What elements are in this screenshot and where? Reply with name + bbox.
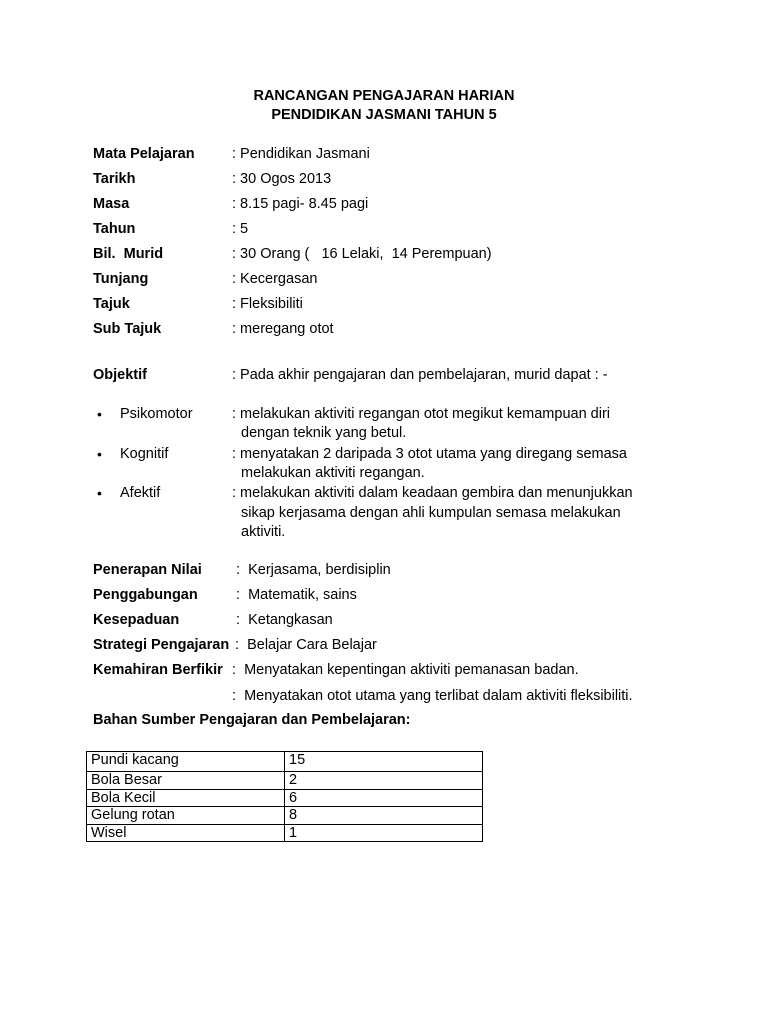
objektif-value: : Pada akhir pengajaran dan pembelajaran, murid dapat : - bbox=[232, 367, 608, 383]
info-label: Tajuk bbox=[93, 296, 130, 312]
strategi-label: Strategi Pengajaran bbox=[93, 637, 230, 653]
objektif-item-label: Kognitif bbox=[120, 446, 169, 462]
info-label: Masa bbox=[93, 196, 130, 212]
table-row bbox=[87, 772, 483, 790]
document-title: RANCANGAN PENGAJARAN HARIAN bbox=[253, 88, 515, 104]
nilai-label: Kesepaduan bbox=[93, 612, 180, 628]
objektif-item-label: Afektif bbox=[120, 485, 161, 501]
nilai-value: : Matematik, sains bbox=[236, 587, 357, 603]
objektif-item-text: : menyatakan 2 daripada 3 otot utama yang diregang semasa bbox=[232, 446, 627, 462]
objektif-item-text: melakukan aktiviti regangan. bbox=[241, 465, 425, 481]
table-row bbox=[87, 824, 483, 842]
item-cell: Bola Kecil bbox=[87, 789, 285, 807]
bahan-table bbox=[86, 751, 483, 842]
table-row bbox=[87, 789, 483, 807]
info-label: Tunjang bbox=[93, 271, 149, 287]
info-label: Sub Tajuk bbox=[93, 321, 162, 337]
info-label: Tarikh bbox=[93, 171, 136, 187]
table-row bbox=[87, 752, 483, 772]
qty-cell: 6 bbox=[285, 789, 483, 807]
objektif-item-text: : melakukan aktiviti regangan otot megikut kemampuan diri bbox=[232, 406, 610, 422]
info-value: : meregang otot bbox=[232, 321, 334, 337]
info-label: Mata Pelajaran bbox=[93, 146, 195, 162]
nilai-label: Penggabungan bbox=[93, 587, 198, 603]
objektif-label: Objektif bbox=[93, 367, 147, 383]
info-value: : 5 bbox=[232, 221, 249, 237]
qty-cell: 1 bbox=[285, 824, 483, 842]
kemahiran-value: : Menyatakan kepentingan aktiviti pemanasan badan. bbox=[232, 662, 579, 678]
objektif-item-text: : melakukan aktiviti dalam keadaan gembira dan menunjukkan bbox=[232, 485, 633, 501]
objektif-item-text: dengan teknik yang betul. bbox=[241, 425, 407, 441]
table-row bbox=[87, 807, 483, 825]
qty-cell: 8 bbox=[285, 807, 483, 825]
info-value: : 30 Orang ( 16 Lelaki, 14 Perempuan) bbox=[232, 246, 492, 262]
nilai-value: : Ketangkasan bbox=[236, 612, 333, 628]
info-value: : Fleksibiliti bbox=[232, 296, 303, 312]
document-subtitle: PENDIDIKAN JASMANI TAHUN 5 bbox=[271, 107, 497, 123]
item-cell: Wisel bbox=[87, 824, 285, 842]
kemahiran-value: : Menyatakan otot utama yang terlibat dalam aktiviti fleksibiliti. bbox=[232, 688, 633, 704]
kemahiran-label: Kemahiran Berfikir bbox=[93, 662, 223, 678]
strategi-value: : Belajar Cara Belajar bbox=[235, 637, 377, 653]
info-value: : Kecergasan bbox=[232, 271, 318, 287]
item-cell: Gelung rotan bbox=[87, 807, 285, 825]
info-value: : 30 Ogos 2013 bbox=[232, 171, 332, 187]
qty-cell: 15 bbox=[285, 752, 483, 772]
info-label: Tahun bbox=[93, 221, 136, 237]
nilai-value: : Kerjasama, berdisiplin bbox=[236, 562, 391, 578]
info-value: : 8.15 pagi- 8.45 pagi bbox=[232, 196, 369, 212]
bullet-icon: • bbox=[97, 446, 102, 462]
qty-cell: 2 bbox=[285, 772, 483, 790]
objektif-item-text: aktiviti. bbox=[241, 524, 286, 540]
bullet-icon: • bbox=[97, 406, 102, 422]
item-cell: Bola Besar bbox=[87, 772, 285, 790]
objektif-item-label: Psikomotor bbox=[120, 406, 193, 422]
info-value: : Pendidikan Jasmani bbox=[232, 146, 370, 162]
objektif-item-text: sikap kerjasama dengan ahli kumpulan semasa melakukan bbox=[241, 505, 621, 521]
info-label: Bil. Murid bbox=[93, 246, 164, 262]
nilai-label: Penerapan Nilai bbox=[93, 562, 202, 578]
bahan-heading: Bahan Sumber Pengajaran dan Pembelajaran: bbox=[93, 712, 411, 728]
item-cell: Pundi kacang bbox=[87, 752, 285, 772]
bullet-icon: • bbox=[97, 485, 102, 501]
